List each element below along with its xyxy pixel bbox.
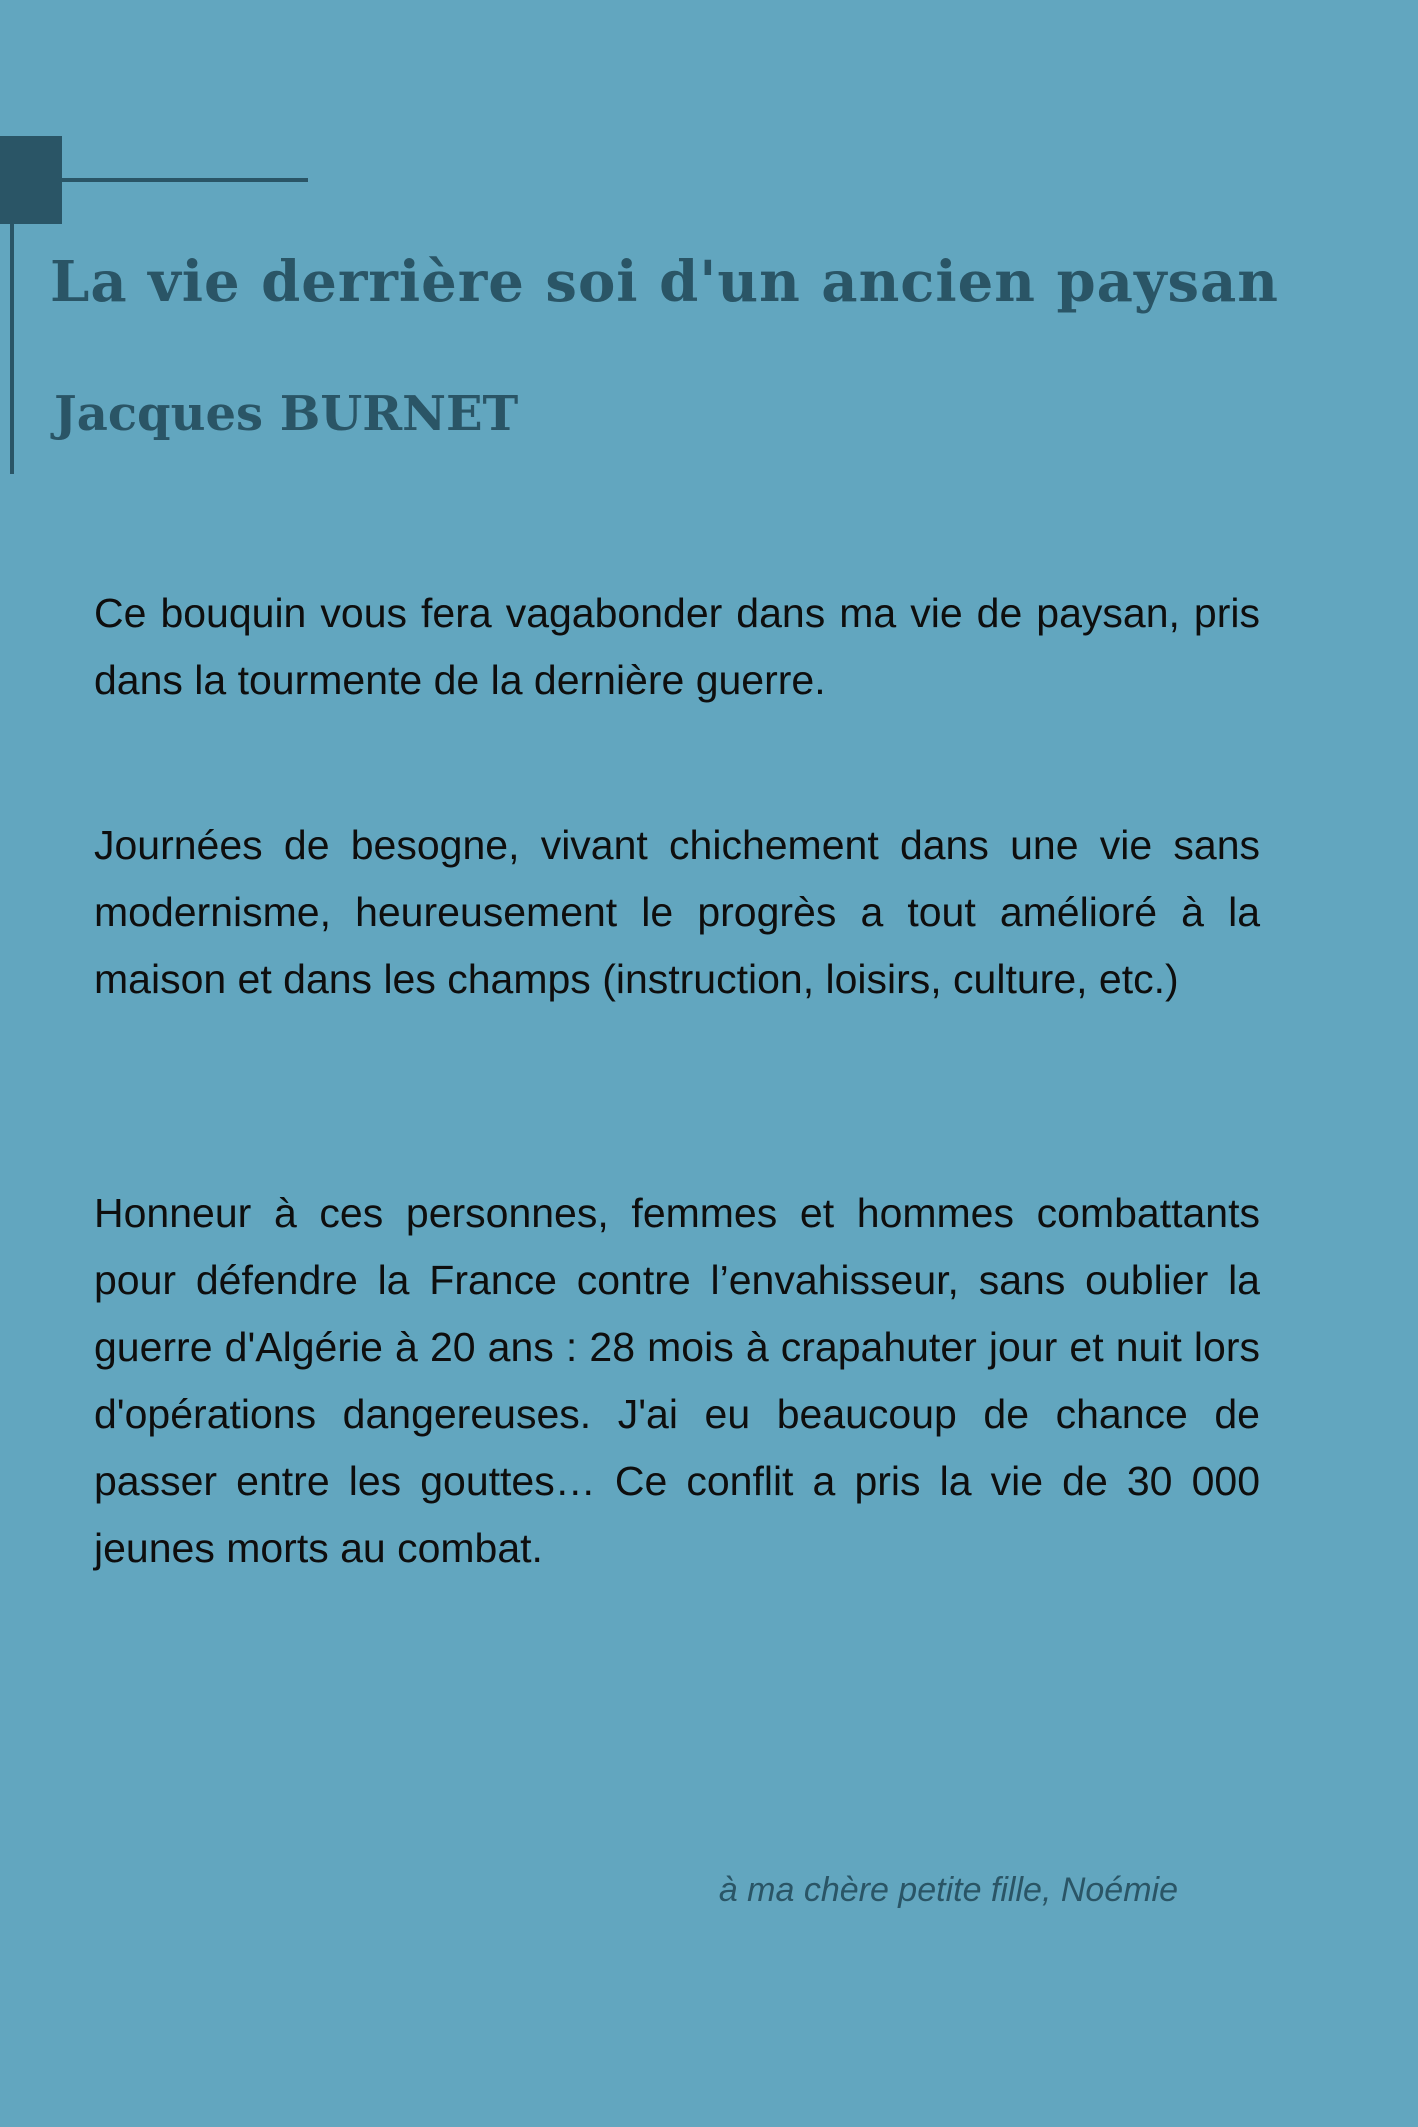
book-title: La vie derrière soi d'un ancien paysan (50, 249, 1280, 315)
blurb-paragraph-2: Journées de besogne, vivant chichement dans une vie sans modernisme, heureusement le progrès a tout amélioré à la maison et dans les champs (instruction, loisirs, culture, etc.) (94, 822, 1260, 1002)
author-name: Jacques BURNET (54, 386, 519, 442)
dedication: à ma chère petite fille, Noémie (718, 1871, 1178, 1909)
decorative-horizontal-line (62, 178, 308, 182)
decorative-vertical-line (10, 224, 14, 474)
blurb-paragraph-1: Ce bouquin vous fera vagabonder dans ma vie de paysan, pris dans la tourmente de la dernière guerre. (94, 590, 1260, 703)
blurb-paragraph-3: Honneur à ces personnes, femmes et hommes combattants pour défendre la France contre l’envahisseur, sans oublier la guerre d'Algérie à 20 ans : 28 mois à crapahuter jour et nuit lors d'opérations dangereuses. J'ai eu beaucoup de chance de passer entre les gouttes… Ce conflit a pris la vie de 30 000 jeunes morts au combat. (94, 1190, 1260, 1571)
decorative-square (0, 136, 62, 224)
